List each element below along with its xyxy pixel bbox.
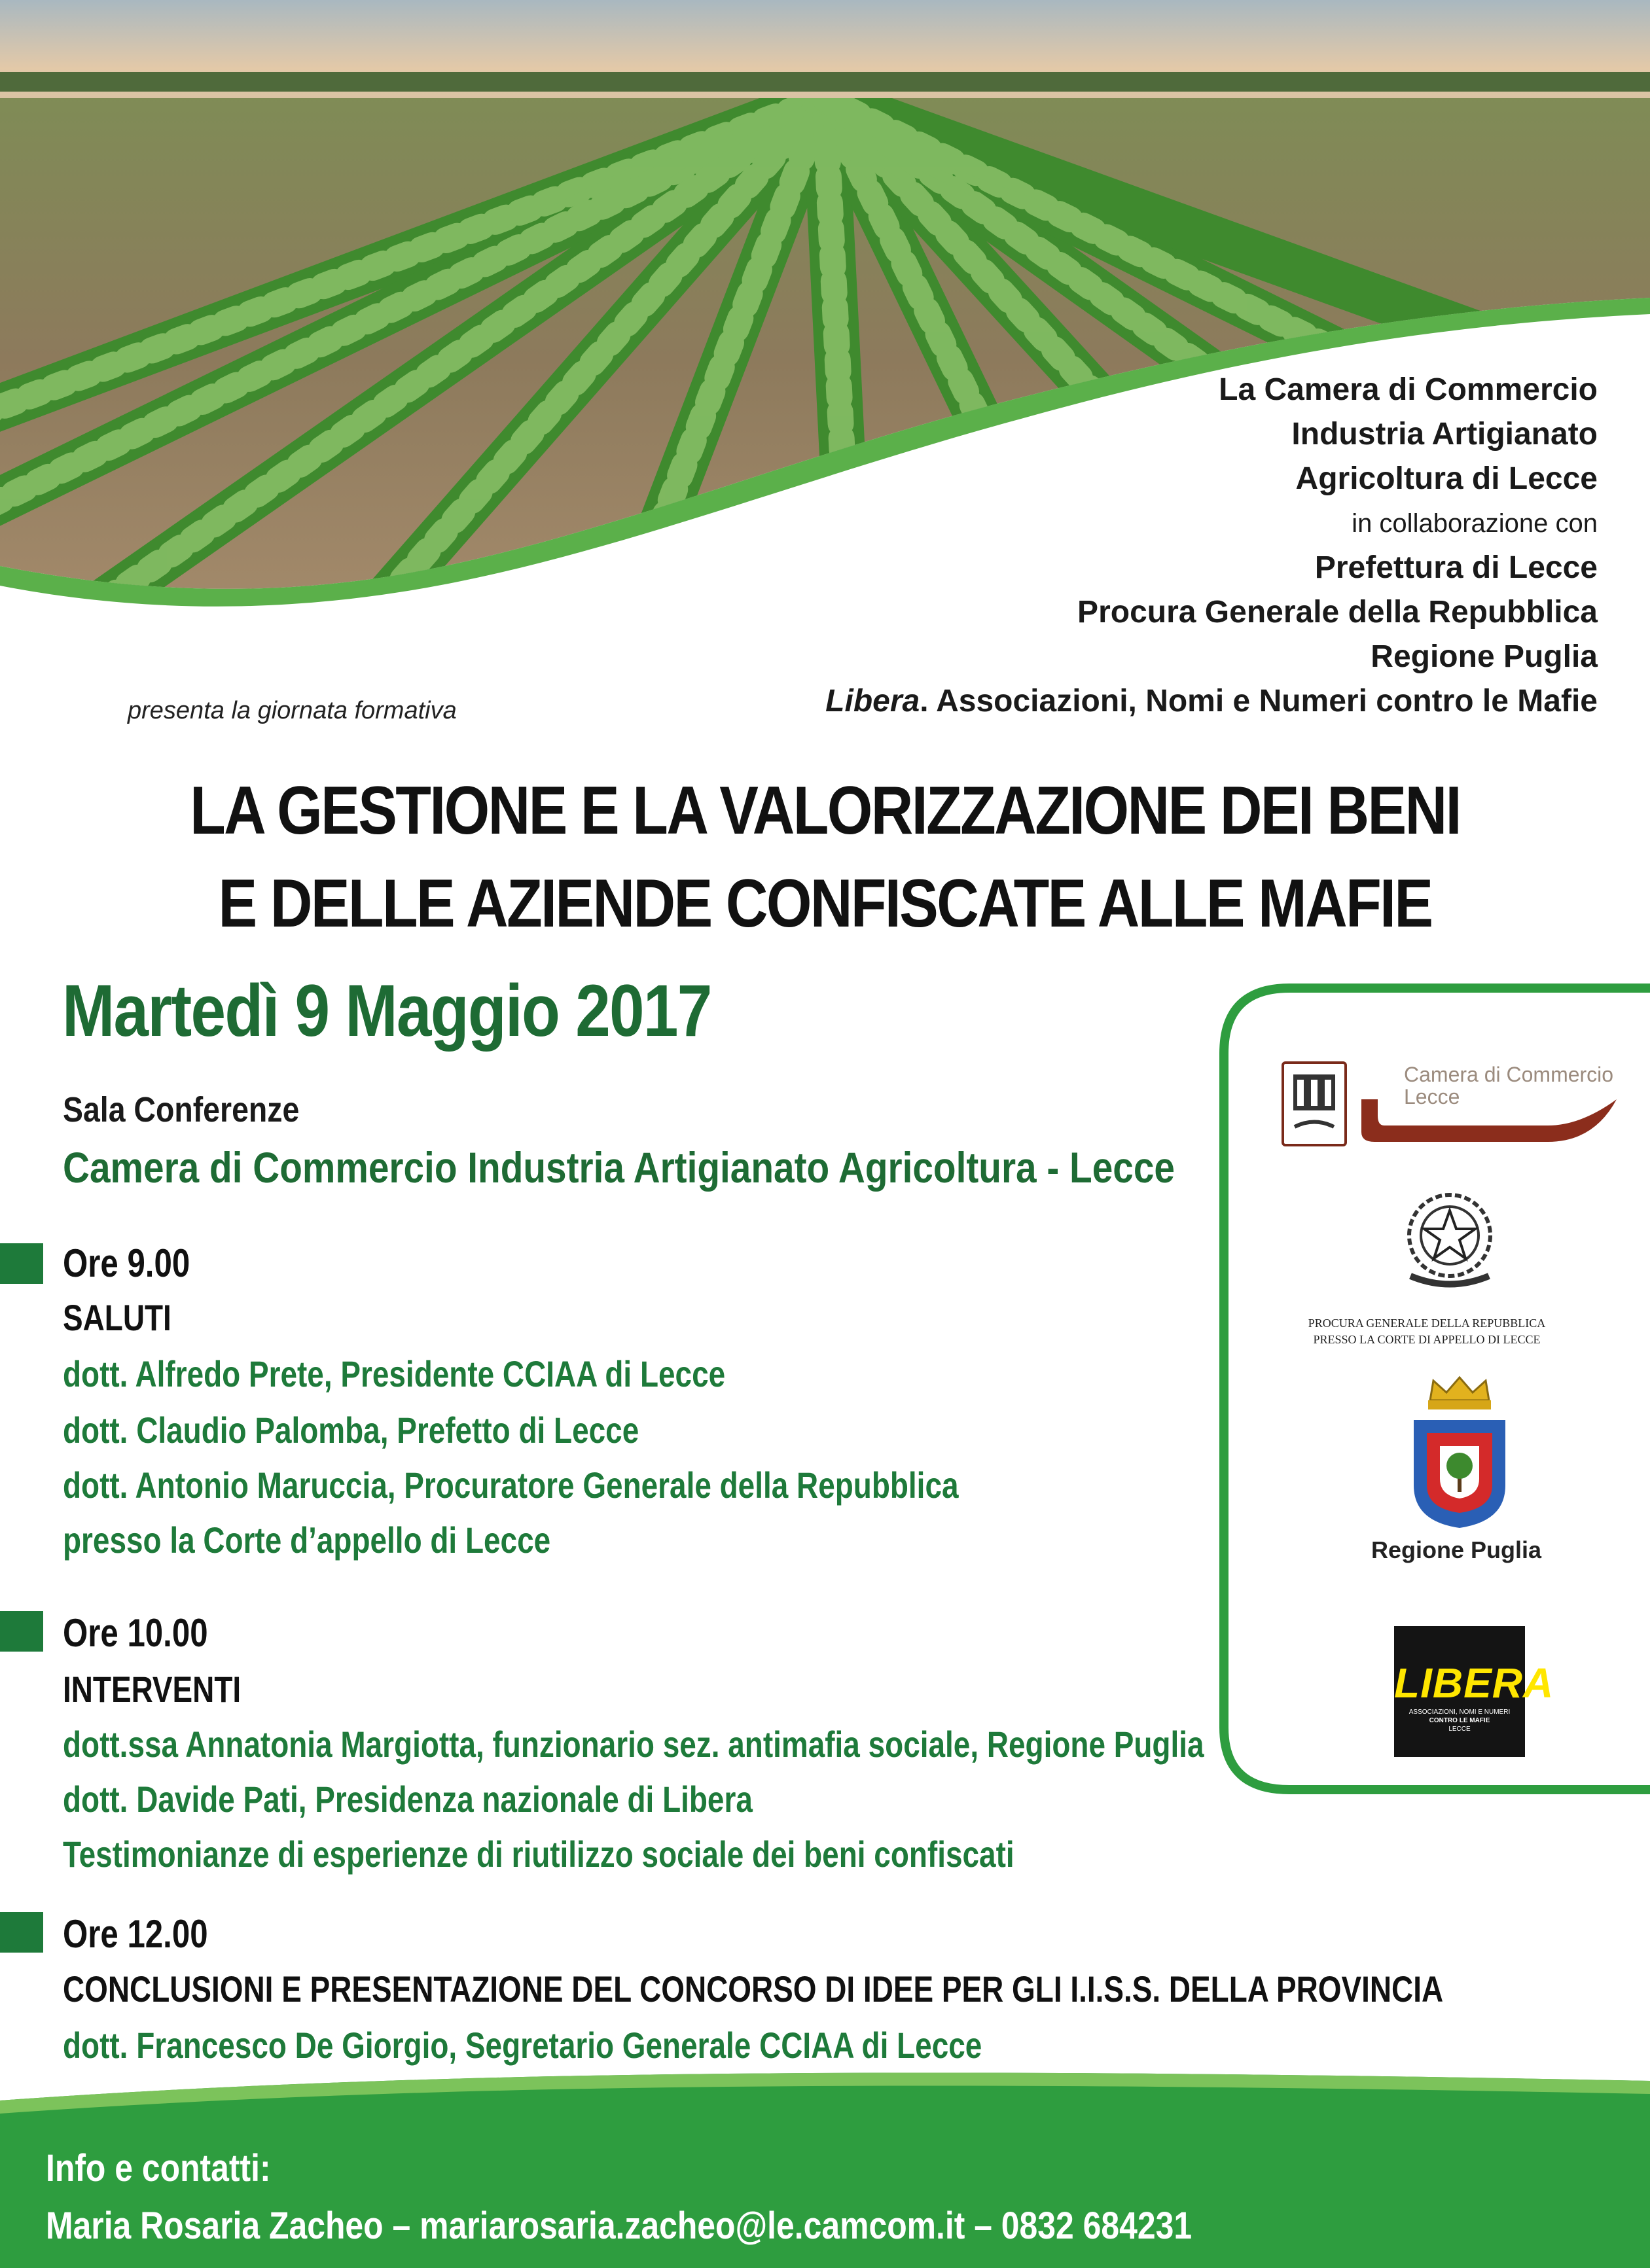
- section-marker: [0, 1912, 43, 1953]
- event-date: Martedì 9 Maggio 2017: [62, 970, 711, 1052]
- venue-name: Camera di Commercio Industria Artigianato Agricoltura - Lecce: [63, 1143, 1175, 1192]
- session-speaker: dott.ssa Annatonia Margiotta, funzionario sez. antimafia sociale, Regione Puglia: [63, 1724, 1204, 1765]
- title-line-1: LA GESTIONE E LA VALORIZZAZIONE DEI BENI: [190, 773, 1460, 849]
- regione-puglia-label: Regione Puglia: [1371, 1536, 1542, 1563]
- session-time: Ore 9.00: [63, 1241, 190, 1285]
- session-speaker: Testimonianze di esperienze di riutilizzo sociale dei beni confiscati: [63, 1834, 1014, 1875]
- presenta-text: presenta la giornata formativa: [128, 697, 457, 724]
- session-heading: CONCLUSIONI E PRESENTAZIONE DEL CONCORSO DI IDEE PER GLI I.I.S.S. DELLA PROVINCIA: [63, 1968, 1444, 2010]
- collaboration-text: in collaborazione con: [1352, 509, 1598, 538]
- partner-regione: Regione Puglia: [1371, 639, 1598, 674]
- partner-libera: Libera. Associazioni, Nomi e Numeri contro le Mafie: [825, 684, 1598, 718]
- organizer-line-3: Agricoltura di Lecce: [1295, 461, 1598, 496]
- libera-logo-word: LIBERA: [1394, 1659, 1554, 1707]
- italian-republic-emblem-icon: [1401, 1184, 1499, 1292]
- camera-commercio-emblem-icon: [1282, 1061, 1347, 1146]
- organizer-line-1: La Camera di Commercio: [1219, 372, 1598, 407]
- session-speaker: dott. Francesco De Giorgio, Segretario Generale CCIAA di Lecce: [63, 2025, 982, 2066]
- session-speaker: dott. Davide Pati, Presidenza nazionale di Libera: [63, 1779, 753, 1820]
- camera-commercio-logo-text: Camera di Commercio Lecce: [1404, 1063, 1614, 1108]
- section-marker: [0, 1243, 43, 1284]
- footer-contact: Maria Rosaria Zacheo – mariarosaria.zacheo@le.camcom.it – 0832 684231: [46, 2205, 1193, 2247]
- regione-puglia-crest-icon: [1407, 1374, 1512, 1531]
- libera-logo-subtext: ASSOCIAZIONI, NOMI E NUMERI CONTRO LE MAFIE LECCE: [1408, 1709, 1511, 1733]
- event-title: [115, 764, 1534, 950]
- venue-label: Sala Conferenze: [63, 1090, 300, 1129]
- camera-commercio-swoosh-icon: [1358, 1086, 1620, 1145]
- title-line-2: E DELLE AZIENDE CONFISCATE ALLE MAFIE: [218, 866, 1432, 942]
- partner-procura: Procura Generale della Repubblica: [1077, 595, 1598, 629]
- partner-prefettura: Prefettura di Lecce: [1314, 550, 1598, 585]
- session-heading: SALUTI: [63, 1297, 171, 1338]
- organizers-block: [825, 368, 1598, 724]
- session-time: Ore 10.00: [63, 1611, 208, 1655]
- session-speaker: dott. Claudio Palomba, Prefetto di Lecce: [63, 1409, 639, 1451]
- section-marker: [0, 1611, 43, 1652]
- session-time: Ore 12.00: [63, 1912, 208, 1956]
- session-speaker: presso la Corte d’appello di Lecce: [63, 1519, 551, 1561]
- session-speaker: dott. Antonio Maruccia, Procuratore Generale della Repubblica: [63, 1464, 959, 1506]
- session-speaker: dott. Alfredo Prete, Presidente CCIAA di Lecce: [63, 1353, 726, 1394]
- footer-heading: Info e contatti:: [46, 2147, 271, 2189]
- session-heading: INTERVENTI: [63, 1669, 242, 1710]
- organizer-line-2: Industria Artigianato: [1291, 417, 1598, 452]
- procura-logo-text: PROCURA GENERALE DELLA REPUBBLICA PRESSO LA CORTE DI APPELLO DI LECCE: [1308, 1317, 1546, 1346]
